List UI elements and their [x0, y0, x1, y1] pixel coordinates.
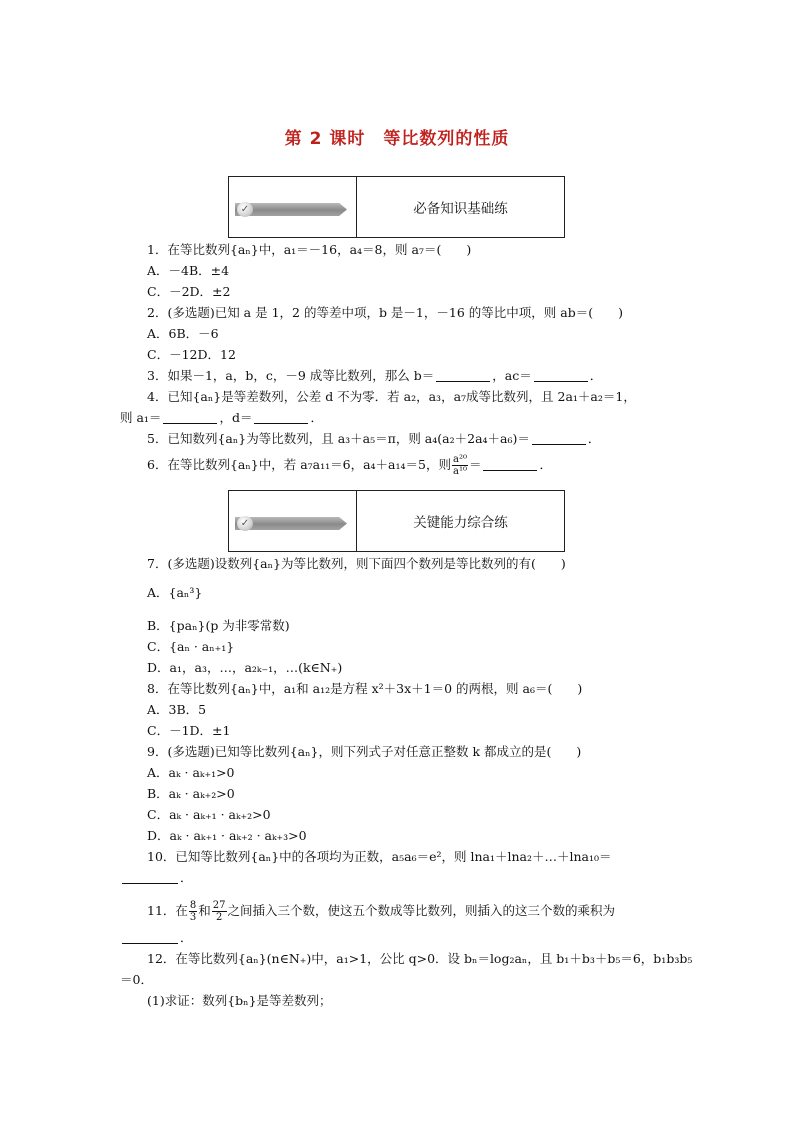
question-10: 10．已知等比数列{aₙ}中的各项均为正数，a₅a₆＝e²，则 lna₁＋lna₂＋…＋lna₁₀＝ — [147, 849, 612, 864]
answer-blank — [122, 871, 178, 884]
question-3 — [147, 368, 687, 384]
text: ＝ — [468, 457, 482, 472]
question-11 — [147, 900, 687, 923]
option-d: D．aₖ · aₖ₊₁ · aₖ₊₂ · aₖ₊₃>0 — [147, 828, 307, 843]
section-header-basic — [228, 176, 565, 238]
question-4-cont — [120, 410, 660, 426]
denominator: a¹⁰ — [452, 466, 467, 477]
numerator: a²⁰ — [452, 454, 467, 465]
option-a: A．aₖ · aₖ₊₁>0 — [147, 765, 235, 780]
option-cd: C．－1D．±1 — [147, 723, 231, 738]
question-11-cont — [120, 930, 660, 946]
section-label: 必备知识基础练 — [413, 201, 508, 217]
answer-blank — [254, 411, 308, 424]
question-12-cont: ＝0． — [120, 972, 153, 987]
question-5 — [147, 431, 687, 447]
option-ab: A．－4B．±4 — [147, 263, 230, 278]
question-6 — [147, 454, 687, 477]
answer-blank — [532, 432, 586, 445]
text: ． — [180, 930, 193, 945]
text: ． — [539, 457, 552, 472]
text: 3．如果－1，a，b，c，－9 成等比数列，那么 b＝ — [147, 368, 435, 383]
answer-blank — [534, 369, 588, 382]
text: 5．已知数列{aₙ}为等比数列，且 a₃＋a₅＝π，则 a₄(a₂＋2a₄＋a₆)＝ — [147, 431, 530, 446]
text: 之间插入三个数，使这五个数成等比数列，则插入的这三个数的乘积为 — [227, 903, 616, 918]
question-12-part1: (1)求证：数列{bₙ}是等差数列； — [147, 993, 332, 1008]
question-2: 2．(多选题)已知 a 是 1，2 的等差中项，b 是－1，－16 的等比中项，则 ab＝( ) — [147, 305, 623, 320]
option-a: A．{aₙ³} — [147, 585, 203, 600]
text: 11．在 — [147, 903, 188, 918]
option-cd: C．－12D．12 — [147, 347, 236, 362]
text: ． — [180, 870, 193, 885]
text: ． — [310, 410, 323, 425]
option-ab: A．6B．－6 — [147, 326, 219, 341]
fraction — [212, 900, 227, 923]
text: ，ac＝ — [492, 368, 532, 383]
numerator: 27 — [212, 900, 226, 911]
page-title: 第 2 课时 等比数列的性质 — [284, 129, 510, 149]
section-label: 关键能力综合练 — [413, 515, 508, 531]
option-cd: C．－2D．±2 — [147, 284, 231, 299]
text: 和 — [198, 903, 211, 918]
option-ab: A．3B．5 — [147, 702, 207, 717]
option-b: B．aₖ · aₖ₊₂>0 — [147, 786, 235, 801]
option-c: C．aₖ · aₖ₊₁ · aₖ₊₂>0 — [147, 807, 271, 822]
section-decoration — [229, 177, 357, 237]
option-c: C．{aₙ · aₙ₊₁} — [147, 639, 235, 654]
option-d: D．a₁，a₃，…，a₂ₖ₋₁，…(k∈N₊) — [147, 660, 343, 675]
question-1: 1．在等比数列{aₙ}中，a₁＝－16，a₄＝8，则 a₇＝( ) — [147, 242, 472, 257]
answer-blank — [483, 458, 537, 471]
fraction — [452, 454, 468, 477]
section-header-advanced — [228, 490, 565, 552]
answer-blank — [122, 931, 178, 944]
denominator: 2 — [215, 912, 223, 923]
question-4: 4．已知{aₙ}是等差数列，公差 d 不为零．若 a₂，a₃，a₇成等比数列，且 2a₁＋a₂＝1， — [147, 389, 636, 404]
section-decoration — [229, 491, 357, 551]
question-12: 12．在等比数列{aₙ}(n∈N₊)中，a₁>1，公比 q>0．设 bₙ＝log₂aₙ，且 b₁＋b₃＋b₅＝6，b₁b₃b₅ — [147, 951, 693, 966]
text: 6．在等比数列{aₙ}中，若 a₇a₁₁＝6，a₄＋a₁₄＝5，则 — [147, 457, 451, 472]
answer-blank — [436, 369, 490, 382]
option-b: B．{paₙ}(p 为非零常数) — [147, 618, 290, 633]
question-8: 8．在等比数列{aₙ}中，a₁和 a₁₂是方程 x²＋3x＋1＝0 的两根，则 a₆＝( ) — [147, 681, 583, 696]
text: ． — [589, 368, 603, 383]
text: ，d＝ — [219, 410, 253, 425]
question-7: 7．(多选题)设数列{aₙ}为等比数列，则下面四个数列是等比数列的有( ) — [147, 556, 566, 571]
numerator: 8 — [189, 900, 197, 911]
question-10-cont — [120, 870, 660, 886]
text: 则 a₁＝ — [120, 410, 162, 425]
question-9: 9．(多选题)已知等比数列{aₙ}，则下列式子对任意正整数 k 都成立的是( ) — [147, 744, 582, 759]
answer-blank — [163, 411, 217, 424]
check-icon: ✓ — [237, 516, 253, 531]
denominator: 3 — [189, 912, 197, 923]
fraction — [189, 900, 197, 923]
check-icon: ✓ — [237, 202, 253, 217]
text: ． — [587, 431, 601, 446]
